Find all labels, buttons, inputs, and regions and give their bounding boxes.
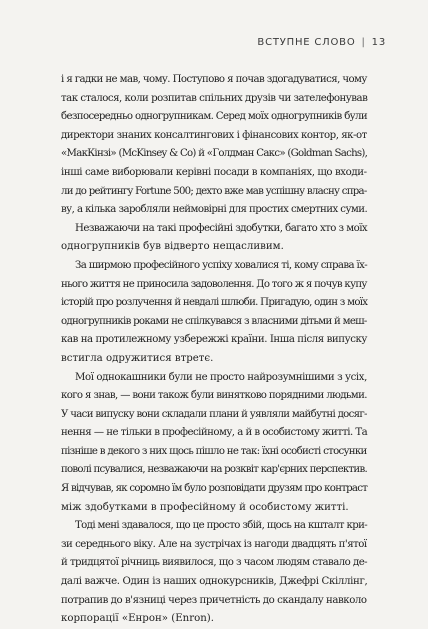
text-line: безпосередньо одногрупникам. Серед моїх одногрупників були <box>61 111 368 123</box>
text-line: кого я знав, — вони також були винятково порядними людьми. <box>61 390 367 402</box>
text-line: нення — не тільки в професійному, а й в особистому житті. Та <box>61 427 368 439</box>
text-line: зи середнього віку. Але на зустрічах із нагоди двадцять п'ятої <box>61 538 367 550</box>
running-head <box>257 37 386 48</box>
paragraph-first-line: Мої однокашники були не просто найрозумнішими з усіх, <box>75 371 367 383</box>
text-line: і я гадки не мав, чому. Поступово я почав здогадуватися, чому <box>61 74 367 85</box>
paragraph-first-line: Тоді мені здавалося, що це просто збій, щось на кшталт кри- <box>75 520 368 532</box>
section-title: ВСТУПНЕ СЛОВО <box>257 37 356 48</box>
text-line: так сталося, коли розпитав спільних друзів чи зателефонував <box>61 92 368 104</box>
text-line: далі важче. Один із наших однокурсників, Джефрі Скіллінг, <box>61 576 368 588</box>
text-line: пізніше в декого з них щось пішло не так: їхні особисті стосунки <box>61 445 367 457</box>
text-line: директори знаних консалтингових і фінансових контор, як-от <box>61 129 367 141</box>
paragraph-first-line: За ширмою професійного успіху ховалися ті, кому справа їх- <box>75 259 368 271</box>
text-line: поволі псувалися, незважаючи на розквіт кар'єрних перспектив. <box>61 464 367 476</box>
text-line: У часи випуску вони складали плани й уявляли майбутні досяг- <box>61 408 367 420</box>
header-separator: | <box>361 37 366 48</box>
text-line: одногрупників був відверто нещасливим. <box>61 241 284 253</box>
text-line: одногрупників роками не спілкувався з власними дітьми й меш- <box>61 315 367 327</box>
text-line: ли до рейтингу Fortune 500; дехто вже мав успішну власну спра- <box>61 185 367 197</box>
text-line: потрапив до в'язниці через причетність до скандалу навколо <box>61 594 367 606</box>
text-line: кав на протилежному узбережжі країни. Інша після випуску <box>61 334 367 346</box>
paragraph-first-line: Незважаючи на такі професійні здобутки, багато хто з моїх <box>75 222 368 234</box>
text-line: корпорації «Енрон» (Enron). <box>61 613 214 625</box>
text-line: ву, а кілька заробляли неймовірні для простих смертних суми. <box>61 204 368 216</box>
text-line: між здобутками в професійному й особистому житті. <box>61 501 349 513</box>
body-text <box>61 71 367 629</box>
text-line: й тридцятої річниць виявилося, що з часом людям ставало де- <box>61 557 368 569</box>
text-line: Я відчував, як соромно їм було розповідати друзям про контраст <box>61 483 368 495</box>
text-line: інші саме виборювали керівні посади в компаніях, що входи- <box>61 166 367 178</box>
page-number: 13 <box>371 37 386 48</box>
text-line: «МакКінзі» (McKinsey & Co) й «Голдман Сакс» (Goldman Sachs), <box>61 148 368 160</box>
text-line: історій про розлучення й невдалі шлюби. Пригадую, один з моїх <box>61 297 368 309</box>
text-line: нього життя не приносила задоволення. До того ж я почув купу <box>61 278 367 290</box>
text-line: встигла одружитися втретє. <box>61 352 214 364</box>
